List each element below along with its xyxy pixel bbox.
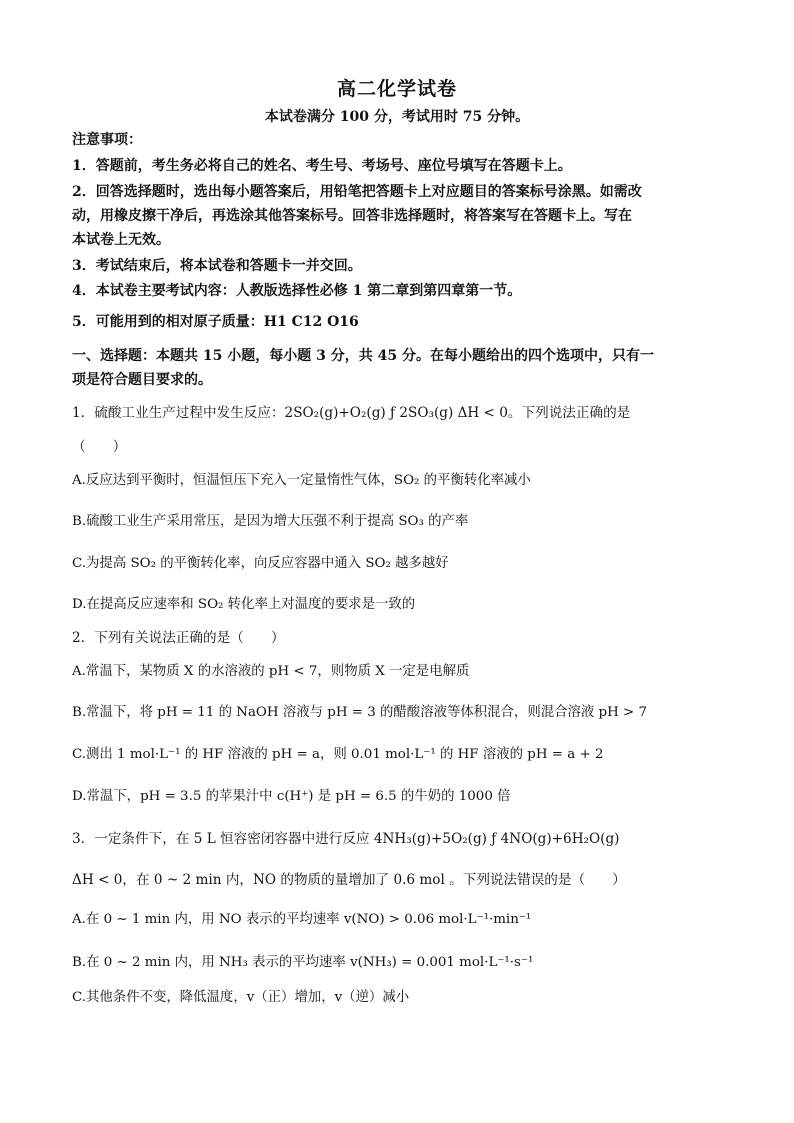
q3-stem: 3．一定条件下，在 5 L 恒容密闭容器中进行反应 4NH₃(g)+5O₂(g) ƒ 4NO(g)+6H₂O(g)	[72, 831, 620, 847]
section-heading: 一、选择题：本题共 15 小题，每小题 3 分，共 45 分。在每小题给出的四个选项中，只有一	[72, 348, 654, 364]
q3-option-a: A.在 0 ~ 1 min 内，用 NO 表示的平均速率 v(NO) > 0.06 mol·L⁻¹·min⁻¹	[72, 912, 532, 927]
notice-item-2-cont: 动，用橡皮擦干净后，再选涂其他答案标号。回答非选择题时，将答案写在答题卡上。写在	[72, 208, 632, 224]
q1-option-b: B.硫酸工业生产采用常压，是因为增大压强不利于提高 SO₃ 的产率	[72, 514, 469, 529]
q1-option-d: D.在提高反应速率和 SO₂ 转化率上对温度的要求是一致的	[72, 597, 416, 612]
q1-option-c: C.为提高 SO₂ 的平衡转化率，向反应容器中通入 SO₂ 越多越好	[72, 556, 449, 571]
q3-option-c: C.其他条件不变，降低温度，v（正）增加，v（逆）减小	[72, 990, 410, 1005]
q3-option-b: B.在 0 ~ 2 min 内，用 NH₃ 表示的平均速率 v(NH₃) = 0.001 mol·L⁻¹·s⁻¹	[72, 955, 534, 970]
q2-option-b: B.常温下，将 pH = 11 的 NaOH 溶液与 pH = 3 的醋酸溶液等体积混合，则混合溶液 pH > 7	[72, 705, 648, 720]
notice-item-2: 2．回答选择题时，选出每小题答案后，用铅笔把答题卡上对应题目的答案标号涂黑。如需改	[72, 184, 642, 200]
notice-item-1: 1．答题前，考生务必将自己的姓名、考生号、考场号、座位号填写在答题卡上。	[72, 158, 572, 174]
q3-stem-cont: ΔH < 0，在 0 ~ 2 min 内，NO 的物质的量增加了 0.6 mol 。下列说法错误的是（ ）	[72, 872, 626, 888]
q1-stem: 1．硫酸工业生产过程中发生反应：2SO₂(g)+O₂(g) ƒ 2SO₃(g) ΔH < 0。下列说法正确的是	[72, 405, 631, 421]
q2-stem: 2．下列有关说法正确的是（ ）	[72, 630, 285, 646]
q2-option-a: A.常温下，某物质 X 的水溶液的 pH < 7，则物质 X 一定是电解质	[72, 664, 470, 679]
q1-paren: （ ）	[72, 439, 127, 455]
page-title: 高二化学试卷	[336, 78, 457, 100]
notice-item-2-end: 本试卷上无效。	[72, 232, 170, 248]
q2-option-c: C.测出 1 mol·L⁻¹ 的 HF 溶液的 pH = a，则 0.01 mol·L⁻¹ 的 HF 溶液的 pH = a + 2	[72, 747, 604, 762]
notice-item-3: 3．考试结束后，将本试卷和答题卡一并交回。	[72, 258, 362, 274]
page-subtitle: 本试卷满分 100 分，考试用时 75 分钟。	[264, 109, 530, 125]
notice-item-5: 5．可能用到的相对原子质量：H1 C12 O16	[72, 314, 359, 330]
q1-option-a: A.反应达到平衡时，恒温恒压下充入一定量惰性气体，SO₂ 的平衡转化率减小	[72, 473, 531, 488]
notice-item-4: 4．本试卷主要考试内容：人教版选择性必修 1 第二章到第四章第一节。	[72, 283, 522, 299]
notice-heading: 注意事项：	[72, 132, 142, 148]
section-heading-cont: 项是符合题目要求的。	[72, 372, 212, 388]
q2-option-d: D.常温下，pH = 3.5 的苹果汁中 c(H⁺) 是 pH = 6.5 的牛奶的 1000 倍	[72, 789, 511, 804]
